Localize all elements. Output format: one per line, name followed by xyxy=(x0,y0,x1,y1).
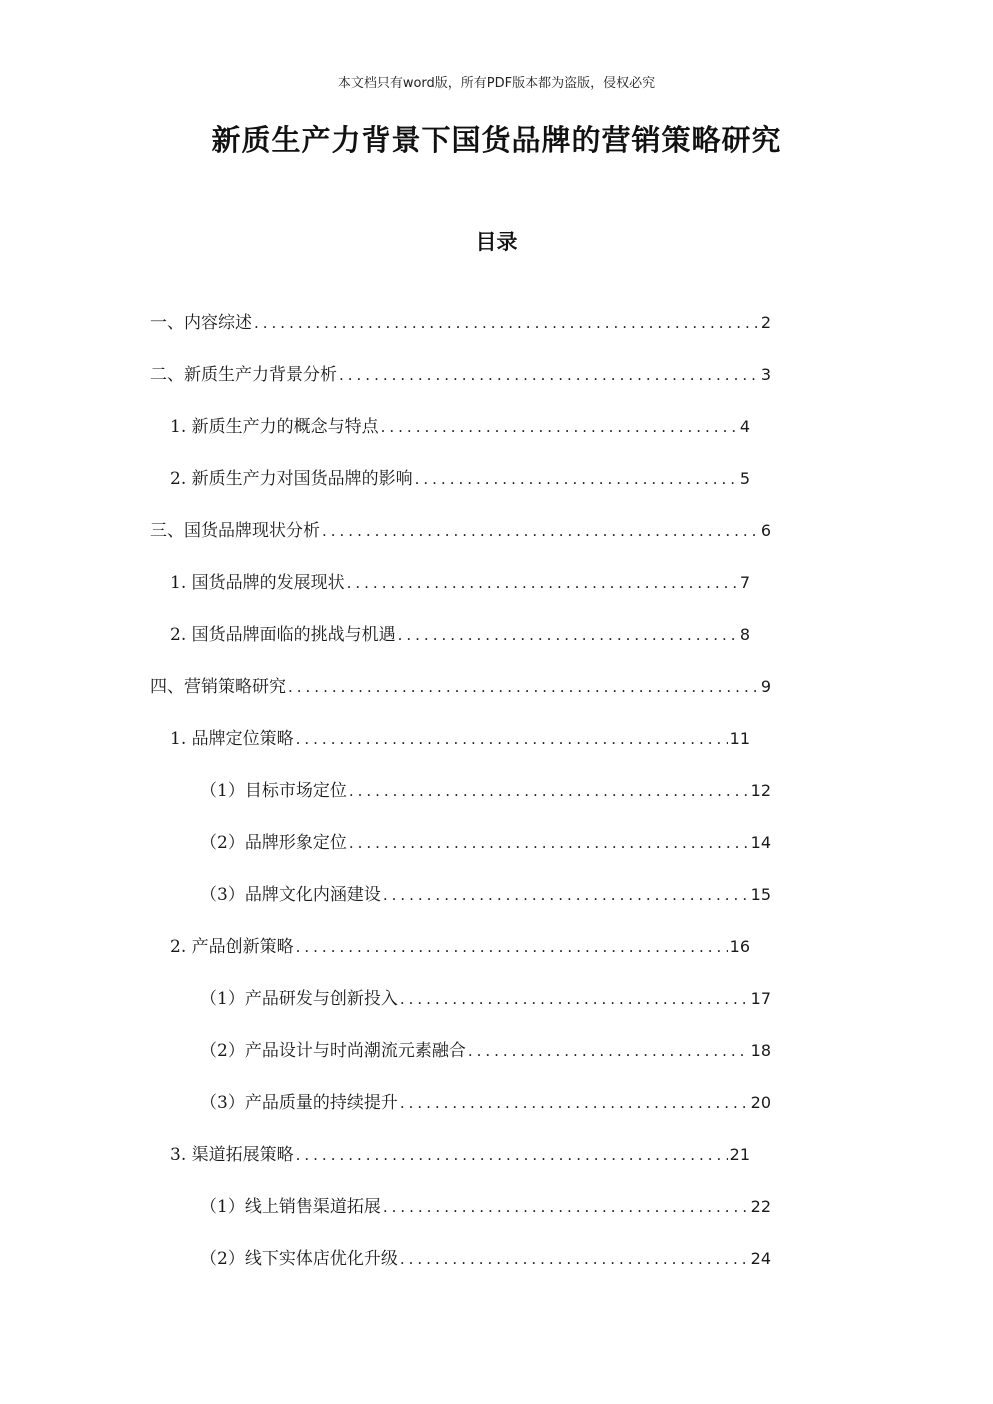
table-of-contents xyxy=(0,306,993,1294)
toc-dot-leader xyxy=(400,1086,749,1120)
toc-page-number: 8 xyxy=(739,625,750,644)
toc-entry[interactable] xyxy=(0,1242,993,1294)
toc-entry-title: 1. 品牌定位策略 xyxy=(170,729,294,749)
toc-page-number: 7 xyxy=(739,573,750,592)
toc-dot-leader xyxy=(468,1034,749,1068)
toc-entry[interactable] xyxy=(0,1086,993,1138)
toc-page-number: 14 xyxy=(750,833,771,852)
toc-page-number: 12 xyxy=(750,781,771,800)
toc-entry[interactable] xyxy=(0,410,993,462)
toc-entry-title: 1. 新质生产力的概念与特点 xyxy=(170,417,379,437)
toc-entry-title: （2）品牌形象定位 xyxy=(200,833,347,853)
toc-page-number: 9 xyxy=(760,677,771,696)
toc-entry-title: 三、国货品牌现状分析 xyxy=(150,521,320,541)
toc-page-number: 24 xyxy=(750,1249,771,1268)
document-title: 新质生产力背景下国货品牌的营销策略研究 xyxy=(211,123,782,157)
toc-page-number: 18 xyxy=(750,1041,771,1060)
toc-dot-leader xyxy=(400,982,749,1016)
toc-dot-leader xyxy=(415,462,738,496)
toc-dot-leader xyxy=(322,514,759,548)
toc-page-number: 11 xyxy=(729,729,750,748)
toc-page-number: 5 xyxy=(739,469,750,488)
toc-entry-title: 1. 国货品牌的发展现状 xyxy=(170,573,345,593)
toc-entry[interactable] xyxy=(0,826,993,878)
toc-dot-leader xyxy=(296,930,728,964)
toc-entry-title: （1）产品研发与创新投入 xyxy=(200,989,398,1009)
toc-dot-leader xyxy=(381,410,738,444)
toc-entry[interactable] xyxy=(0,306,993,358)
toc-entry[interactable] xyxy=(0,1190,993,1242)
toc-page-number: 2 xyxy=(760,313,771,332)
toc-entry-title: 3. 渠道拓展策略 xyxy=(170,1145,294,1165)
toc-page-number: 6 xyxy=(760,521,771,540)
toc-dot-leader xyxy=(400,1242,749,1276)
toc-entry-title: 2. 产品创新策略 xyxy=(170,937,294,957)
toc-dot-leader xyxy=(349,774,749,808)
toc-entry-title: （2）产品设计与时尚潮流元素融合 xyxy=(200,1041,466,1061)
toc-dot-leader xyxy=(296,1138,728,1172)
toc-dot-leader xyxy=(288,670,759,704)
toc-page-number: 3 xyxy=(760,365,771,384)
toc-entry[interactable] xyxy=(0,722,993,774)
toc-page-number: 4 xyxy=(739,417,750,436)
toc-entry-title: （2）线下实体店优化升级 xyxy=(200,1249,398,1269)
toc-entry[interactable] xyxy=(0,566,993,618)
toc-page-number: 22 xyxy=(750,1197,771,1216)
copyright-notice: 本文档只有word版，所有PDF版本都为盗版，侵权必究 xyxy=(337,76,656,91)
toc-dot-leader xyxy=(398,618,738,652)
toc-page-number: 16 xyxy=(729,937,750,956)
toc-page-number: 17 xyxy=(750,989,771,1008)
toc-entry[interactable] xyxy=(0,514,993,566)
toc-dot-leader xyxy=(347,566,738,600)
toc-heading: 目录 xyxy=(475,229,518,254)
toc-entry-title: 一、内容综述 xyxy=(150,313,252,333)
toc-entry[interactable] xyxy=(0,774,993,826)
toc-entry[interactable] xyxy=(0,982,993,1034)
toc-entry[interactable] xyxy=(0,358,993,410)
toc-entry-title: （3）品牌文化内涵建设 xyxy=(200,885,381,905)
toc-dot-leader xyxy=(254,306,759,340)
toc-dot-leader xyxy=(339,358,759,392)
toc-page-number: 21 xyxy=(729,1145,750,1164)
toc-entry-title: 2. 新质生产力对国货品牌的影响 xyxy=(170,469,413,489)
toc-page-number: 15 xyxy=(750,885,771,904)
toc-dot-leader xyxy=(383,878,749,912)
toc-dot-leader xyxy=(383,1190,749,1224)
toc-entry-title: 2. 国货品牌面临的挑战与机遇 xyxy=(170,625,396,645)
toc-entry-title: （1）目标市场定位 xyxy=(200,781,347,801)
toc-entry[interactable] xyxy=(0,878,993,930)
toc-entry-title: 四、营销策略研究 xyxy=(150,677,286,697)
toc-entry[interactable] xyxy=(0,1034,993,1086)
toc-entry[interactable] xyxy=(0,462,993,514)
toc-entry[interactable] xyxy=(0,618,993,670)
toc-entry[interactable] xyxy=(0,1138,993,1190)
toc-dot-leader xyxy=(296,722,728,756)
toc-entry-title: 二、新质生产力背景分析 xyxy=(150,365,337,385)
toc-entry-title: （1）线上销售渠道拓展 xyxy=(200,1197,381,1217)
toc-entry[interactable] xyxy=(0,670,993,722)
toc-page-number: 20 xyxy=(750,1093,771,1112)
toc-entry[interactable] xyxy=(0,930,993,982)
toc-dot-leader xyxy=(349,826,749,860)
toc-entry-title: （3）产品质量的持续提升 xyxy=(200,1093,398,1113)
